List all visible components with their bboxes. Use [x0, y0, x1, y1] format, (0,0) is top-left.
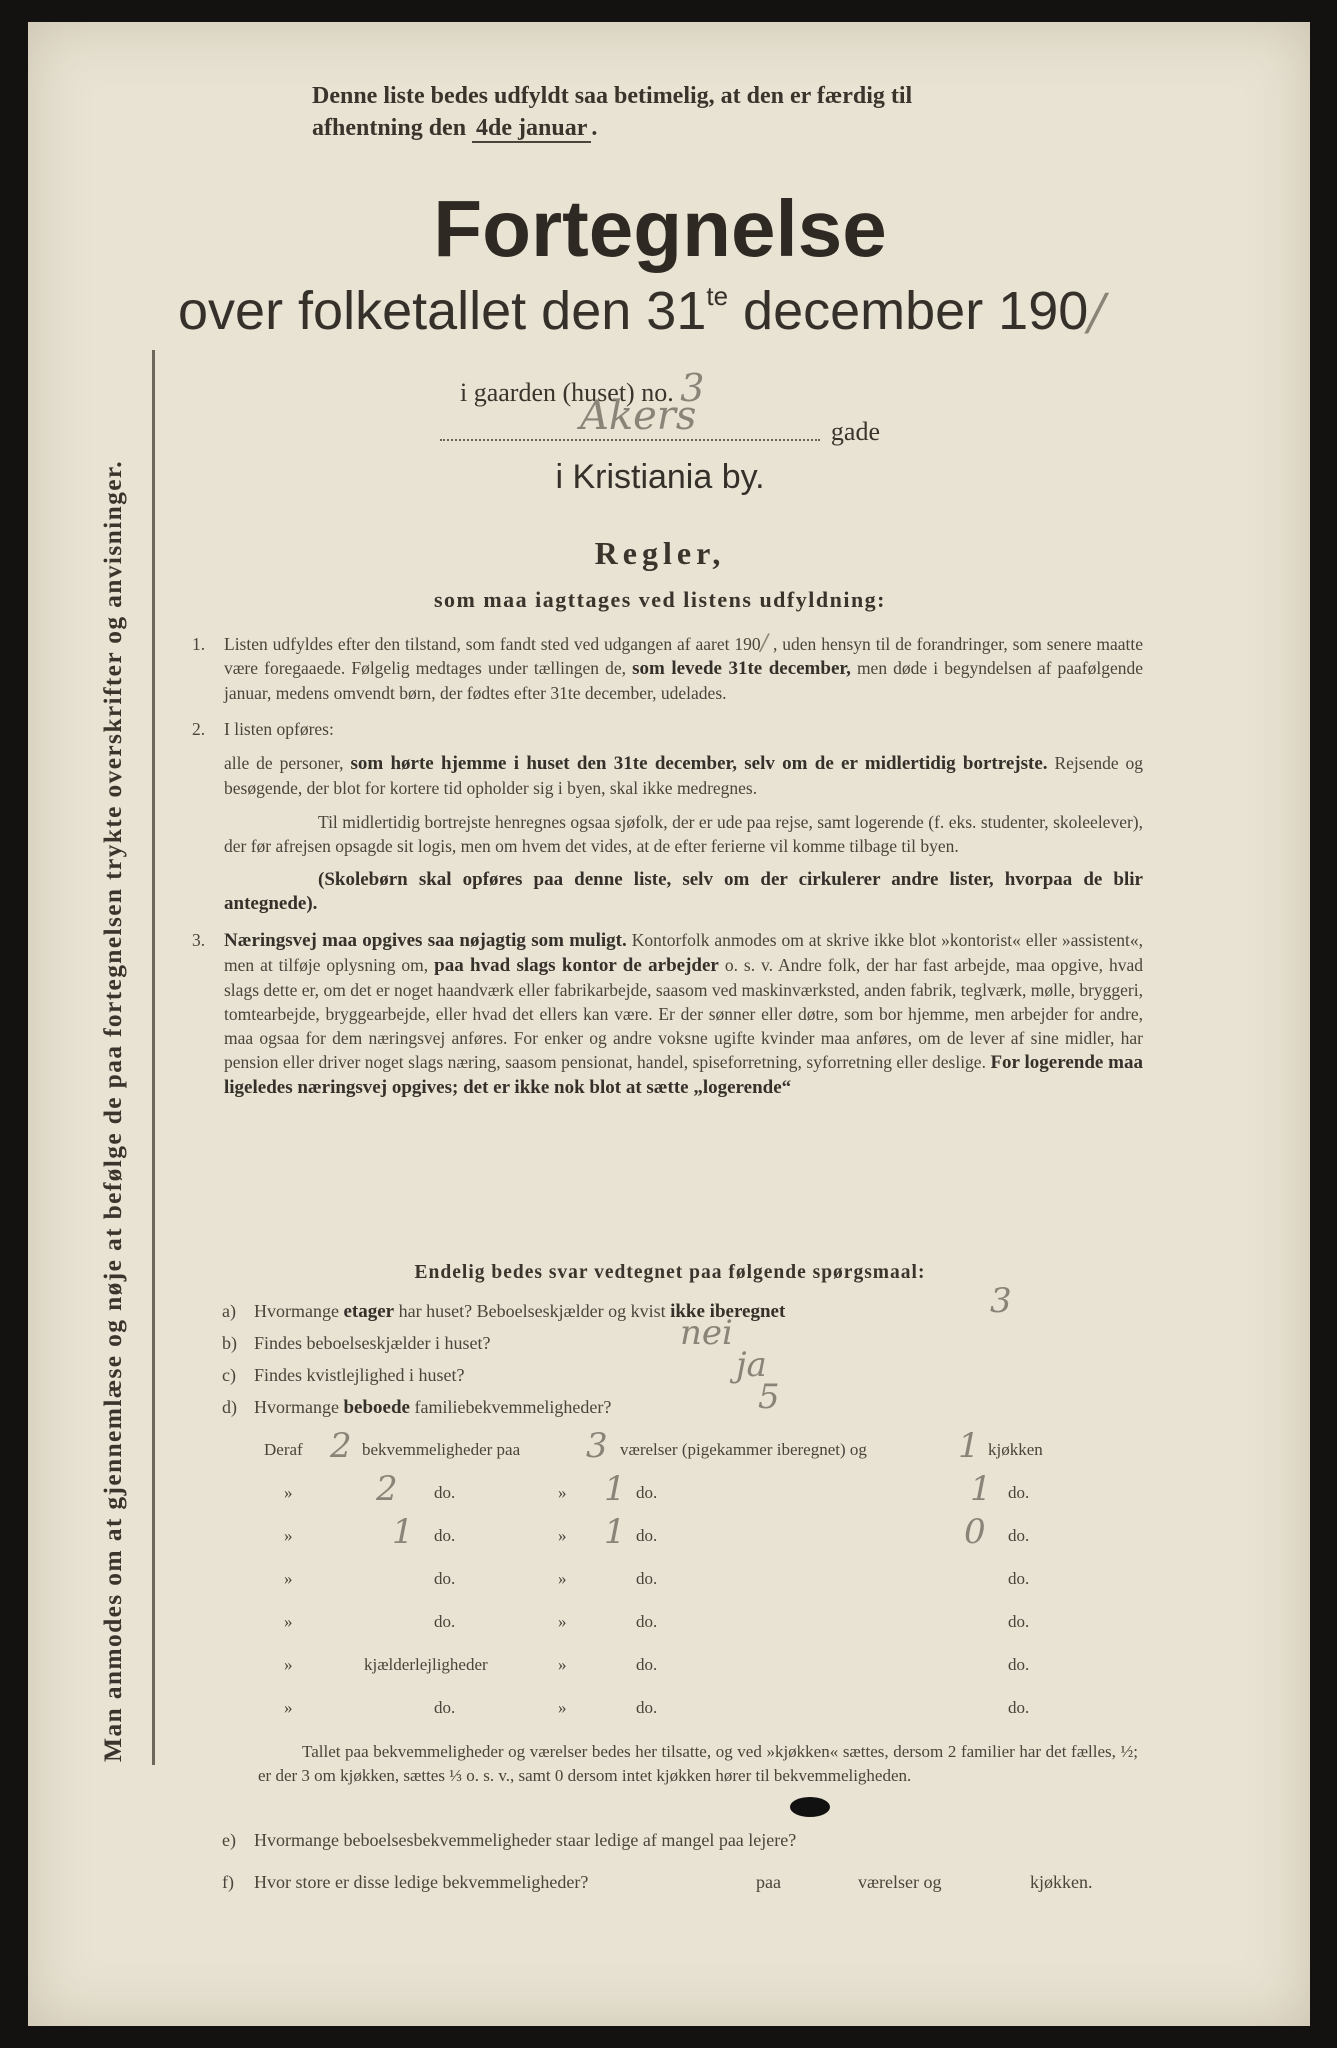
page-title: Fortegnelse — [433, 184, 887, 273]
rules-heading: Regler, — [594, 535, 726, 571]
rule-3: 3. Næringsvej maa opgives saa nøjagtig som muligt. Kontorfolk anmodes om at skrive ikke blot »kontorist« eller »assistent«, men at tilføje oplysning om, paa hvad slags kontor de arbejder o. s. v. Andre folk, der har fast arbejde, maa opgive, hvad slags dette er, om det er noget haandværk eller fabrikarbejde, saasom ved maskinværksted, anden fabrik, teglværk, mølle, bryggeri, tomtearbejde, bryggearbejde, eller hvad det ellers kan være. Er der sønner eller døtre, som bor hjemme, men arbejder for andre, maa ogsaa for dem næringsvej anføres. For enker og andre voksne ugifte kvinder maa anføres, om de lever af sine midler, har pension eller driver noget slags næring, saasom pensionat, handel, spiseforretning, syforretning eller deslige. For logerende maa ligeledes næringsvej opgives; det er ikke nok blot at sætte „logerende“ — [192, 930, 1144, 1098]
city-line: i Kristiania by. — [555, 458, 765, 496]
year-handwritten: / — [1088, 283, 1106, 341]
answer-c-handwritten: ja — [736, 1345, 767, 1385]
answer-d-handwritten: 5 — [758, 1377, 780, 1417]
street-line: Akers gade — [440, 415, 880, 443]
street-handwritten: Akers — [580, 393, 697, 439]
rule-2: 2. I listen opføres: alle de personer, som hørte hjemme i huset den 31te december, selv om de er midlertidig bortrejste. Rejsende og besøgende, der blot for kortere tid opholder sig i byen, skal ikke medregnes. Til midlertidig bortrejste henregnes ogsaa sjøfolk, der er ude paa rejse, samt logerende (f. eks. studenter, skoleelever), der før afrejsen opsagde sit logis, men om hvem det vides, at de efter ferierne vil komme tilbage til byen. (Skolebørn skal opføres paa denne liste, selv om der cirkulerer andre lister, hvorpaa de blir antegnede). — [192, 719, 1144, 914]
answer-b-handwritten: nei — [680, 1313, 733, 1353]
question-c: c) Findes kvistlejlighed i huset? ja — [222, 1345, 767, 1385]
answer-a-handwritten: 3 — [990, 1281, 1012, 1321]
question-d: d) Hvormange beboede familiebekvemmeligheder? 5 — [222, 1377, 780, 1418]
rule-1: 1. Listen udfyldes efter den tilstand, som fandt sted ved udgangen af aaret 190/ , uden hensyn til de forandringer, som senere maatte være foregaaede. Følgelig medtages under tællingen de, som levede 31te december, men døde i begyndelsen af paafølgende januar, medens omvendt børn, der fødtes efter 31te december, udelades. — [192, 631, 1144, 703]
kitchen-note: Tallet paa bekvemmeligheder og værelser bedes her tilsatte, og ved »kjøkken« sættes, dersom 2 familier har det fælles, ½; er der 3 om kjøkken, sættes ⅓ o. s. v., samt 0 dersom intet kjøkken hører til bekvemmeligheden. — [258, 1742, 1138, 1785]
rules-list — [188, 632, 1143, 1112]
house-number-line: i gaarden (huset) no. 3 — [460, 366, 705, 410]
house-number-handwritten: 3 — [680, 366, 705, 410]
question-e: e) Hvormange beboelsesbekvemmeligheder staar ledige af mangel paa lejere? — [222, 1830, 797, 1850]
question-a: a) Hvormange etager har huset? Beboelseskjælder og kvist ikke iberegnet 3 — [222, 1281, 1012, 1322]
collection-notice: Denne liste bedes udfyldt saa betimelig, at den er færdig til afhentning den 4de januar . — [312, 83, 913, 141]
collection-date: 4de januar — [472, 115, 591, 143]
question-b: b) Findes beboelseskjælder i huset? nei — [222, 1313, 733, 1353]
page-subtitle: over folketallet den $31^{te}$ december 190/ — [178, 281, 1106, 341]
rules-subheading: som maa iagttages ved listens udfyldning: — [433, 587, 887, 612]
side-instruction: Man anmodes om at gjennemlæse og nøje at befølge de paa fortegnelsen trykte overskrifter og anvisninger. — [98, 460, 127, 1762]
ink-blot — [790, 1797, 830, 1817]
street-dotted-line — [440, 439, 820, 441]
questions-heading: Endelig bedes svar vedtegnet paa følgende spørgsmaal: — [414, 1262, 926, 1283]
questions-list — [222, 1281, 1012, 1423]
